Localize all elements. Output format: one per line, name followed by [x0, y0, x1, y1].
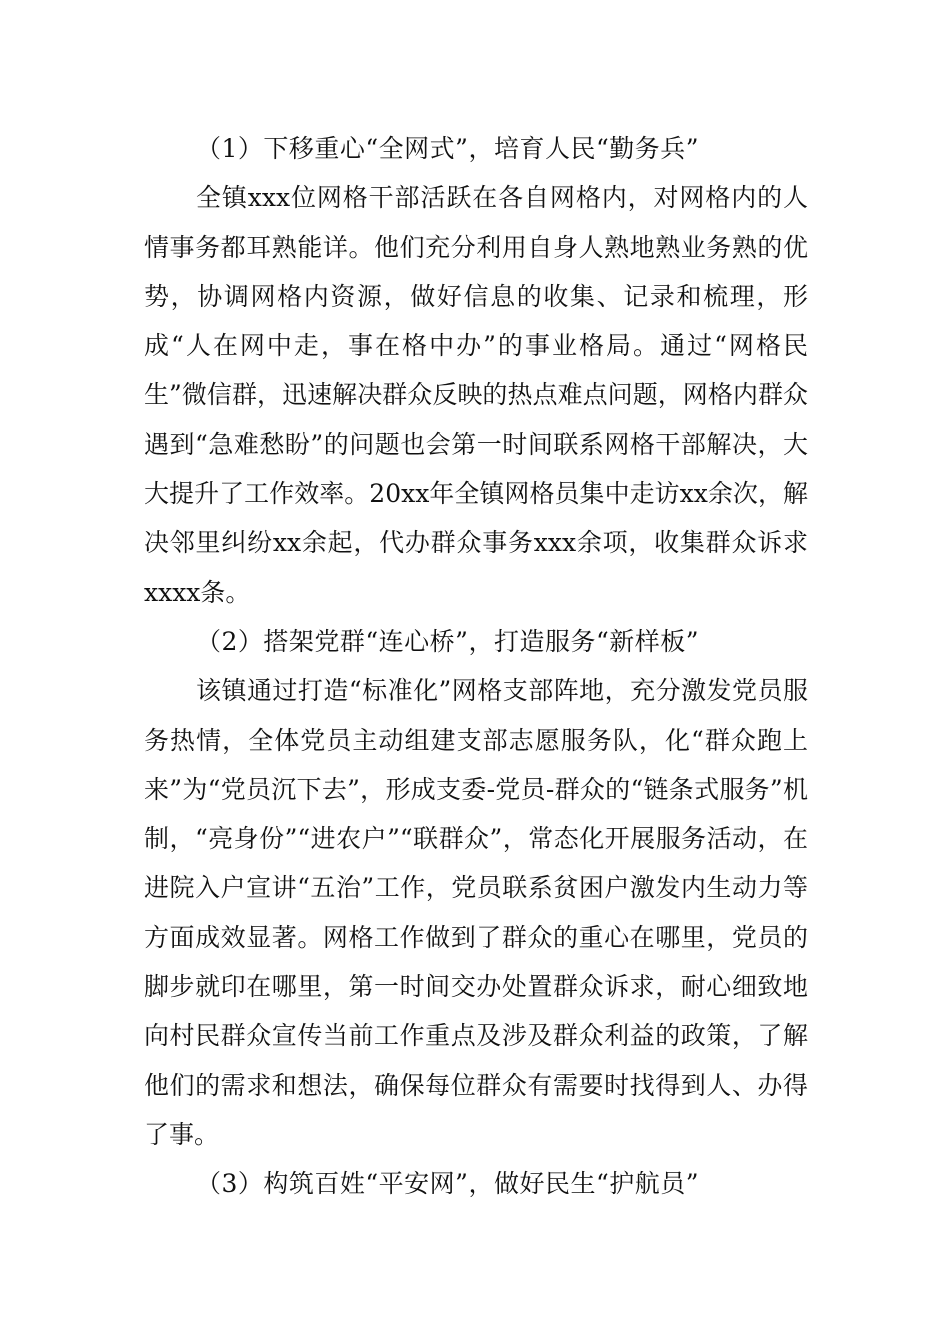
section-2-heading: （2）搭架党群“连心桥”，打造服务“新样板” [196, 626, 700, 656]
section-1-paragraph: 全镇xxx位网格干部活跃在各自网格内，对网格内的人情事务都耳熟能详。他们充分利用自身人熟地熟业务熟的优势，协调网格内资源，做好信息的收集、记录和梳理，形成“人在网中走，事在格中办”的事业格局。通过“网格民生”微信群，迅速解决群众反映的热点难点问题，网格内群众遇到“急难愁盼”的问题也会第一时间联系网格干部解决，大大提升了工作效率。20xx年全镇网格员集中走访xx余次，解决邻里纠纷xx余起，代办群众事务xxx余项，收集群众诉求xxxx条。 [144, 183, 808, 607]
section-3-heading: （3）构筑百姓“平安网”，做好民生“护航员” [196, 1169, 700, 1199]
document-body [144, 124, 808, 1209]
section-2-paragraph: 该镇通过打造“标准化”网格支部阵地，充分激发党员服务热情，全体党员主动组建支部志愿服务队，化“群众跑上来”为“党员沉下去”，形成支委-党员-群众的“链条式服务”机制，“亮身份”“进农户”“联群众”，常态化开展服务活动，在进院入户宣讲“五治”工作，党员联系贫困户激发内生动力等方面成效显著。网格工作做到了群众的重心在哪里，党员的脚步就印在哪里，第一时间交办处置群众诉求，耐心细致地向村民群众宣传当前工作重点及涉及群众利益的政策，了解他们的需求和想法，确保每位群众有需要时找得到人、办得了事。 [144, 676, 808, 1149]
section-1-heading: （1）下移重心“全网式”，培育人民“勤务兵” [196, 134, 700, 163]
